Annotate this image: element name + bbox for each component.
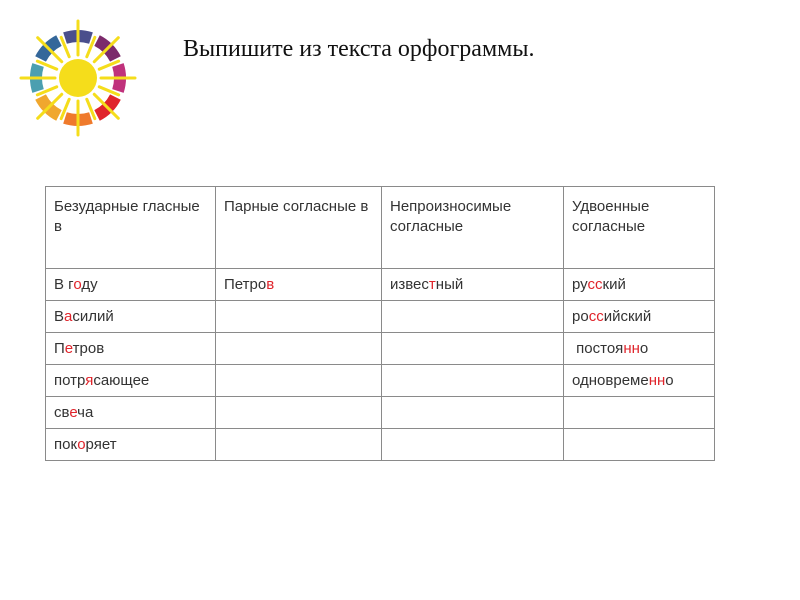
word-part: тров	[72, 340, 105, 357]
header-unstressed-vowels: Безударные гласные в	[46, 187, 216, 269]
cell-paired-consonants	[216, 333, 382, 365]
word-part: ийский	[603, 308, 652, 325]
cell-unstressed-vowels	[46, 429, 216, 461]
highlighted-letters: е	[69, 404, 78, 421]
highlighted-letters: о	[77, 436, 86, 453]
highlighted-letters: нн	[623, 340, 640, 357]
cell-double-consonants	[564, 365, 715, 397]
sun-core	[59, 59, 97, 97]
table-row	[46, 365, 715, 397]
highlighted-letters: а	[64, 308, 73, 325]
word-part: пок	[54, 436, 78, 453]
cell-double-consonants	[564, 397, 715, 429]
cell-silent-consonants	[382, 301, 564, 333]
highlighted-letters: т	[428, 276, 436, 293]
header-silent-consonants: Непроизносимые согласные	[382, 187, 564, 269]
header-paired-consonants: Парные согласные в	[216, 187, 382, 269]
cell-paired-consonants	[216, 429, 382, 461]
cell-unstressed-vowels	[46, 365, 216, 397]
cell-unstressed-vowels	[46, 333, 216, 365]
table-row	[46, 301, 715, 333]
cell-paired-consonants	[216, 269, 382, 301]
cell-paired-consonants	[216, 365, 382, 397]
header-double-consonants: Удвоенные согласные	[564, 187, 715, 269]
cell-paired-consonants	[216, 301, 382, 333]
cell-unstressed-vowels	[46, 397, 216, 429]
highlighted-letters: о	[73, 276, 82, 293]
table-row	[46, 333, 715, 365]
cell-silent-consonants	[382, 429, 564, 461]
cell-unstressed-vowels	[46, 301, 216, 333]
word-part: сающее	[93, 372, 150, 389]
word-part: постоя	[572, 340, 624, 357]
word-part: В г	[54, 276, 74, 293]
cell-silent-consonants	[382, 397, 564, 429]
highlighted-letters: я	[85, 372, 94, 389]
highlighted-letters: в	[266, 276, 275, 293]
cell-double-consonants	[564, 301, 715, 333]
word-part: извес	[390, 276, 429, 293]
table-row	[46, 269, 715, 301]
word-part: о	[639, 340, 649, 357]
cell-silent-consonants	[382, 333, 564, 365]
word-part: одновреме	[572, 372, 649, 389]
word-part: силий	[72, 308, 114, 325]
table-body	[46, 269, 715, 461]
word-part: П	[54, 340, 65, 357]
highlighted-letters: сс	[588, 308, 604, 325]
word-part: о	[665, 372, 674, 389]
word-part: ряет	[85, 436, 117, 453]
highlighted-letters: нн	[648, 372, 666, 389]
table-header-row	[46, 187, 715, 269]
word-part: потр	[54, 372, 86, 389]
word-part: ро	[572, 308, 589, 325]
sun-logo	[18, 18, 138, 138]
highlighted-letters: сс	[587, 276, 603, 293]
page-title: Выпишите из текста орфограммы.	[183, 36, 535, 62]
cell-double-consonants	[564, 333, 715, 365]
word-part: Петро	[224, 276, 267, 293]
cell-paired-consonants	[216, 397, 382, 429]
cell-silent-consonants	[382, 365, 564, 397]
word-part: ча	[77, 404, 94, 421]
table-row	[46, 429, 715, 461]
highlighted-letters: е	[64, 340, 73, 357]
cell-double-consonants	[564, 429, 715, 461]
table-row	[46, 397, 715, 429]
word-part: ный	[435, 276, 464, 293]
word-part: В	[54, 308, 65, 325]
cell-silent-consonants	[382, 269, 564, 301]
spelling-table	[45, 186, 715, 461]
word-part: ду	[81, 276, 98, 293]
word-part: св	[54, 404, 70, 421]
word-part: ру	[572, 276, 588, 293]
cell-double-consonants	[564, 269, 715, 301]
cell-unstressed-vowels	[46, 269, 216, 301]
word-part: кий	[602, 276, 626, 293]
